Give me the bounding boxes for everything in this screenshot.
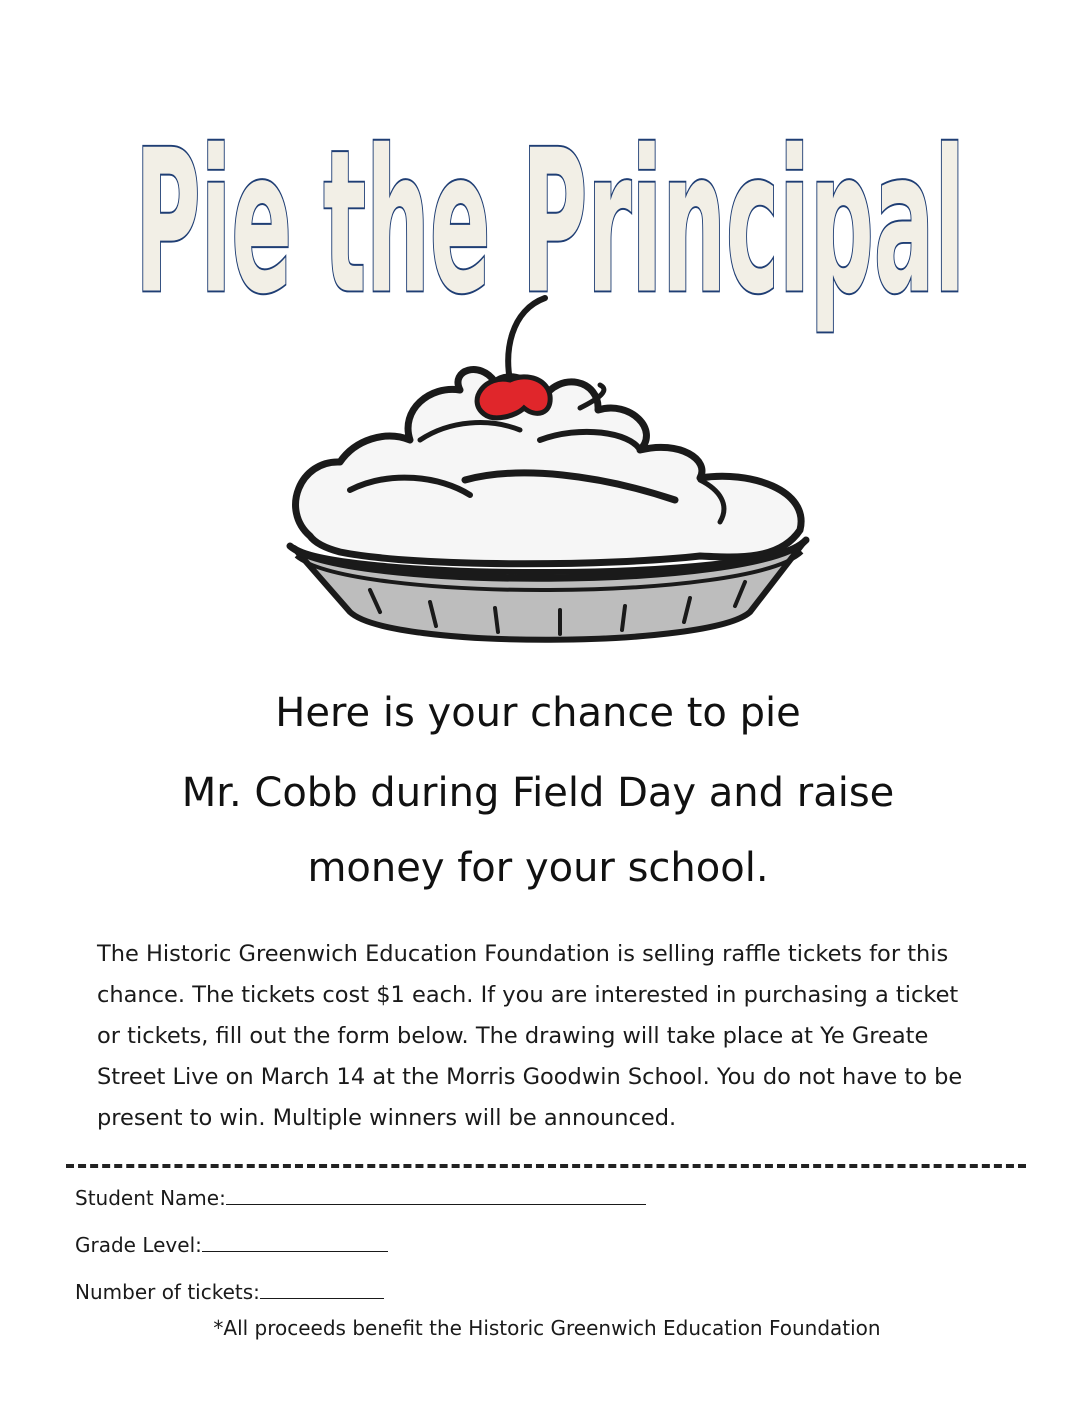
paragraph-line: present to win. Multiple winners will be announced. (97, 1105, 677, 1131)
paragraph-line: The Historic Greenwich Education Foundation is selling raffle tickets for this (97, 941, 949, 967)
cream-pie-icon (280, 290, 820, 660)
student-name-label: Student Name: (75, 1186, 226, 1210)
title-text: Pie the Principal (135, 118, 966, 338)
number-of-tickets-field[interactable] (75, 1280, 384, 1304)
headline-line-1: Here is your chance to pie (275, 690, 801, 736)
number-of-tickets-label: Number of tickets: (75, 1280, 260, 1304)
number-of-tickets-blank[interactable] (260, 1280, 384, 1299)
cut-here-dashed-line (66, 1164, 1026, 1168)
grade-level-blank[interactable] (202, 1233, 388, 1252)
student-name-blank[interactable] (226, 1186, 646, 1205)
paragraph-line: Street Live on March 14 at the Morris Goodwin School. You do not have to be (97, 1064, 963, 1090)
proceeds-footnote: *All proceeds benefit the Historic Greenwich Education Foundation (213, 1316, 881, 1340)
headline-line-2: Mr. Cobb during Field Day and raise (181, 770, 895, 816)
student-name-field[interactable] (75, 1186, 646, 1210)
grade-level-label: Grade Level: (75, 1233, 202, 1257)
pie-illustration (280, 290, 820, 660)
grade-level-field[interactable] (75, 1233, 388, 1257)
paragraph-line: chance. The tickets cost $1 each. If you are interested in purchasing a ticket (97, 982, 959, 1008)
paragraph-line: or tickets, fill out the form below. The drawing will take place at Ye Greate (97, 1023, 929, 1049)
headline-line-3: money for your school. (307, 845, 769, 891)
description-paragraph (97, 934, 1027, 1139)
